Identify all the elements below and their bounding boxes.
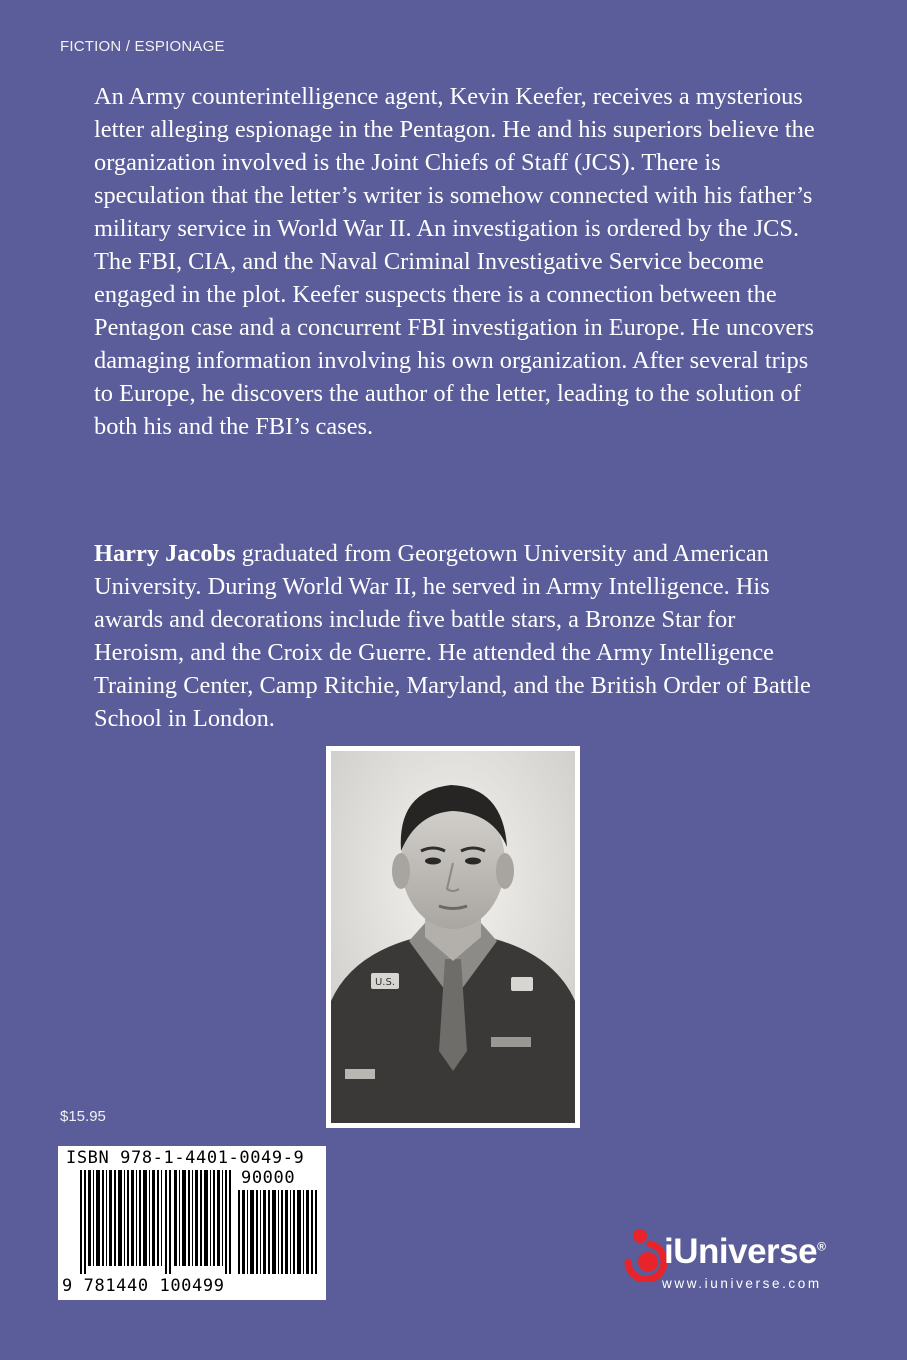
category-label: FICTION / ESPIONAGE (60, 38, 225, 55)
collar-insignia: U.S. (374, 977, 396, 988)
price-label: $15.95 (60, 1108, 106, 1125)
author-portrait-image (331, 751, 575, 1123)
author-bio-text: graduated from Georgetown University and American University. During World War II, he served in Army Intelligence. His awards and decorations include five battle stars, a Bronze Star for Heroism, and the Croix de Guerre. He attended the Army Intelligence Training Center, Camp Ritchie, Maryland, and the British Order of Battle School in London. (94, 540, 811, 732)
isbn-barcode (58, 1146, 326, 1300)
author-photo (326, 746, 580, 1128)
author-name: Harry Jacobs (94, 540, 236, 567)
publisher-name: iUniverse® (664, 1232, 826, 1271)
author-bio (94, 537, 824, 735)
publisher-url: www.iuniverse.com (662, 1276, 822, 1291)
isbn-label: ISBN 978-1-4401-0049-9 (66, 1148, 305, 1168)
synopsis-text: An Army counterintelligence agent, Kevin Keefer, receives a mysterious letter alleging espionage in the Pentagon. He and his superiors believe the organization involved is the Joint Chiefs of Staff (JCS). There is speculation that the letter’s writer is somehow connected with his father’s military service in World War II. An investigation is ordered by the JCS. The FBI, CIA, and the Naval Criminal Investigative Service become engaged in the plot. Keefer suspects there is a connection between the Pentagon case and a concurrent FBI investigation in Europe. He uncovers damaging information involving his own organization. After several trips to Europe, he discovers the author of the letter, leading to the solution of both his and the FBI’s cases. (94, 83, 815, 440)
publisher-logo (622, 1218, 852, 1298)
price-code: 90000 (241, 1168, 296, 1188)
ean-digits: 9 781440 100499 (62, 1276, 225, 1296)
